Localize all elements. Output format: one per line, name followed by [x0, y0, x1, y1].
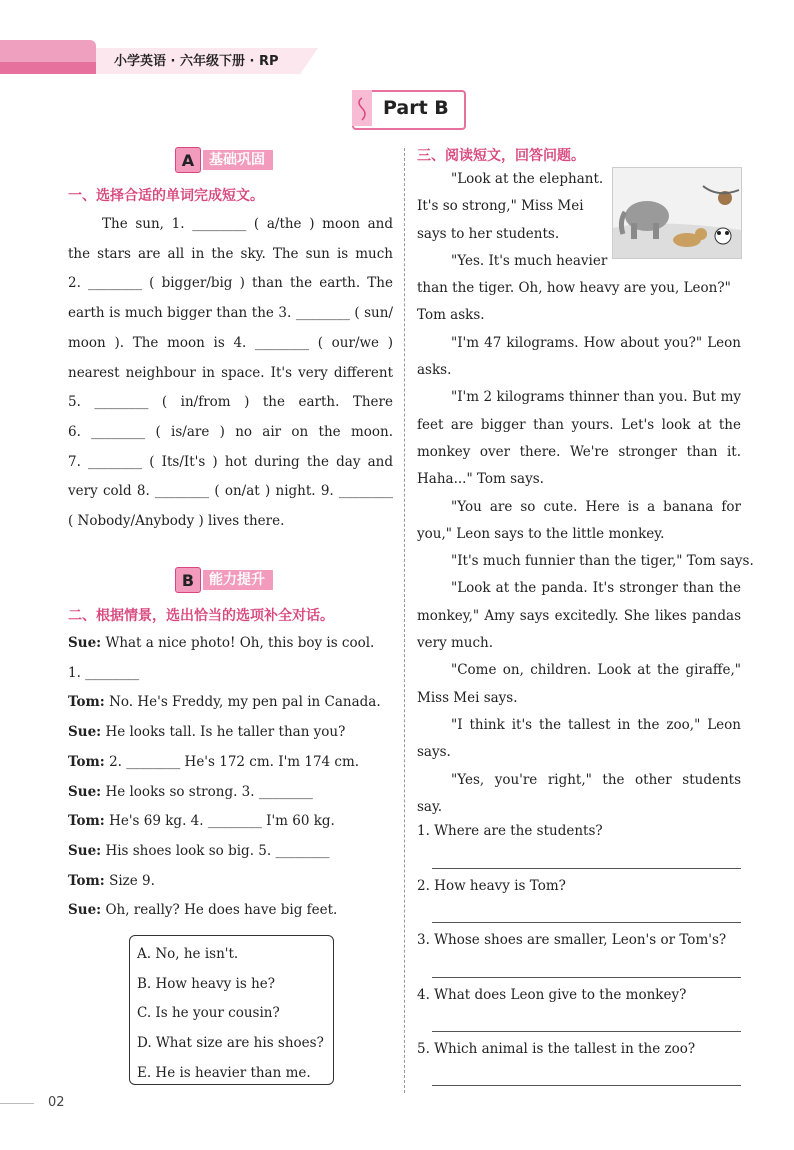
cloze-line: moon ). The moon is 4. ________ ( our/we ) [68, 334, 393, 351]
passage-line: Haha..." Tom says. [417, 471, 544, 488]
section-b-letter: B [175, 567, 201, 593]
book-title: 小学英语 · 六年级下册 · RP [114, 54, 279, 69]
passage-line: you," Leon says to the little monkey. [417, 525, 665, 542]
speaker: Tom [68, 813, 100, 830]
passage-line: "It's much funnier than the tiger," Tom says. [451, 553, 754, 570]
dialog-text: Size 9. [109, 872, 155, 889]
speaker: Sue [68, 783, 97, 800]
answer-line[interactable] [432, 1031, 741, 1032]
page-number: 02 [48, 1095, 65, 1110]
speaker: Tom [68, 753, 100, 770]
dialog [68, 629, 398, 926]
options-box [129, 935, 334, 1085]
answer-line[interactable] [432, 977, 741, 978]
cloze-line: ( Nobody/Anybody ) lives there. [68, 513, 285, 530]
header-tab-accent [0, 62, 96, 74]
cloze-line: very cold 8. ________ ( on/at ) night. 9. ________ [68, 483, 393, 500]
option-item: E. He is heavier than me. [137, 1064, 311, 1081]
section-a-badge [175, 148, 273, 172]
footer-rule [0, 1103, 34, 1104]
question-3-title: 三、阅读短文，回答问题。 [417, 148, 585, 164]
passage-line: says to her students. [417, 225, 560, 242]
cloze-line: 2. ________ ( bigger/big ) than the earth. The [68, 275, 393, 292]
section-a-letter: A [175, 147, 201, 173]
dialog-text: No. He's Freddy, my pen pal in Canada. [109, 694, 381, 711]
passage-line: "I think it's the tallest in the zoo," Leon [451, 716, 741, 733]
passage-line: "Yes. It's much heavier [451, 252, 608, 269]
speaker: Sue [68, 842, 97, 859]
option-item: B. How heavy is he? [137, 975, 275, 992]
dialog-line: Sue: Oh, really? He does have big feet. [68, 902, 338, 919]
dialog-text: He looks tall. Is he taller than you? [105, 724, 346, 741]
passage-line: say. [417, 798, 443, 815]
reading-question: 3. Whose shoes are smaller, Leon's or Tom's? [417, 932, 727, 948]
dialog-line: Tom: No. He's Freddy, my pen pal in Canada. [68, 694, 381, 711]
reading-passage [417, 166, 754, 821]
option-item: C. Is he your cousin? [137, 1005, 280, 1022]
answer-line[interactable] [432, 922, 741, 923]
column-divider [404, 148, 405, 1093]
passage-line: asks. [417, 362, 452, 379]
passage-line: "I'm 47 kilograms. How about you?" Leon [451, 334, 741, 351]
passage-line: It's so strong," Miss Mei [417, 198, 584, 215]
passage-line: "Look at the elephant. [451, 171, 604, 187]
question-2-title: 二、根据情景，选出恰当的选项补全对话。 [68, 608, 334, 624]
reading-question: 2. How heavy is Tom? [417, 878, 566, 894]
dialog-line: Sue: He looks so strong. 3. ________ [68, 783, 313, 800]
passage-line: says. [417, 744, 451, 761]
speaker: Sue [68, 724, 97, 741]
passage-line: very much. [417, 635, 494, 652]
passage-line: monkey over there. We're stronger than it. [417, 443, 741, 460]
dialog-line: Sue: He looks tall. Is he taller than you? [68, 724, 346, 741]
reading-question: 1. Where are the students? [417, 823, 603, 839]
option-item: D. What size are his shoes? [137, 1035, 324, 1052]
passage-line: monkey," Amy says excitedly. She likes pandas [417, 607, 741, 624]
speaker: Sue [68, 635, 97, 651]
reading-question: 5. Which animal is the tallest in the zoo? [417, 1041, 696, 1057]
dialog-text: 2. ________ He's 172 cm. I'm 174 cm. [109, 753, 360, 770]
cloze-line: the stars are all in the sky. The sun is much [68, 245, 393, 262]
dialog-line: Tom: He's 69 kg. 4. ________ I'm 60 kg. [68, 813, 335, 830]
dialog-text: Oh, really? He does have big feet. [105, 902, 338, 919]
dialog-line: Tom: 2. ________ He's 172 cm. I'm 174 cm. [68, 753, 360, 770]
section-b-title: 能力提升 [203, 570, 273, 590]
section-b-badge [175, 568, 273, 592]
dialog-text: What a nice photo! Oh, this boy is cool. [105, 635, 375, 651]
dialog-text: His shoes look so big. 5. ________ [105, 842, 330, 859]
part-title: Part B [383, 97, 449, 119]
answer-line[interactable] [432, 868, 741, 869]
passage-line: "Come on, children. Look at the giraffe," [451, 662, 741, 679]
dialog-line [68, 659, 398, 689]
passage-line: feet are bigger than yours. Let's look at the [417, 416, 741, 433]
speaker: Tom [68, 872, 100, 889]
cloze-line: The sun, 1. ________ ( a/the ) moon and [102, 216, 393, 232]
dialog-line: Tom: Size 9. [68, 872, 155, 889]
passage-line: than the tiger. Oh, how heavy are you, Leon?" [417, 280, 731, 297]
dialog-line: Sue: His shoes look so big. 5. ________ [68, 842, 330, 859]
passage-line: "You are so cute. Here is a banana for [451, 498, 741, 515]
cloze-line: 6. ________ ( is/are ) no air on the moon. [68, 423, 393, 440]
cloze-line: 5. ________ ( in/from ) the earth. There [68, 394, 393, 411]
passage-line: "I'm 2 kilograms thinner than you. But my [451, 389, 741, 406]
passage-line: "Look at the panda. It's stronger than the [451, 580, 741, 597]
option-item: A. No, he isn't. [137, 946, 239, 962]
speaker: Tom [68, 694, 100, 711]
question-1-title: 一、选择合适的单词完成短文。 [68, 188, 264, 204]
bookmark-icon [352, 90, 372, 126]
passage-line: Tom asks. [417, 307, 485, 324]
reading-question: 4. What does Leon give to the monkey? [417, 987, 687, 1003]
cloze-passage [68, 210, 393, 537]
dialog-line: Sue: What a nice photo! Oh, this boy is cool. [68, 635, 375, 651]
passage-line: Miss Mei says. [417, 689, 518, 706]
cloze-line: 7. ________ ( Its/It's ) hot during the day and [68, 453, 393, 470]
cloze-line: earth is much bigger than the 3. ________ ( sun/ [68, 305, 393, 322]
answer-line[interactable] [432, 1085, 741, 1086]
dialog-text: He's 69 kg. 4. ________ I'm 60 kg. [109, 813, 335, 830]
cloze-line: nearest neighbour in space. It's very different [68, 364, 393, 381]
dialog-text: He looks so strong. 3. ________ [105, 783, 313, 800]
section-a-title: 基础巩固 [203, 150, 273, 170]
dialog-text: 1. ________ [68, 664, 140, 681]
passage-line: "Yes, you're right," the other students [451, 771, 741, 788]
speaker: Sue [68, 902, 97, 919]
